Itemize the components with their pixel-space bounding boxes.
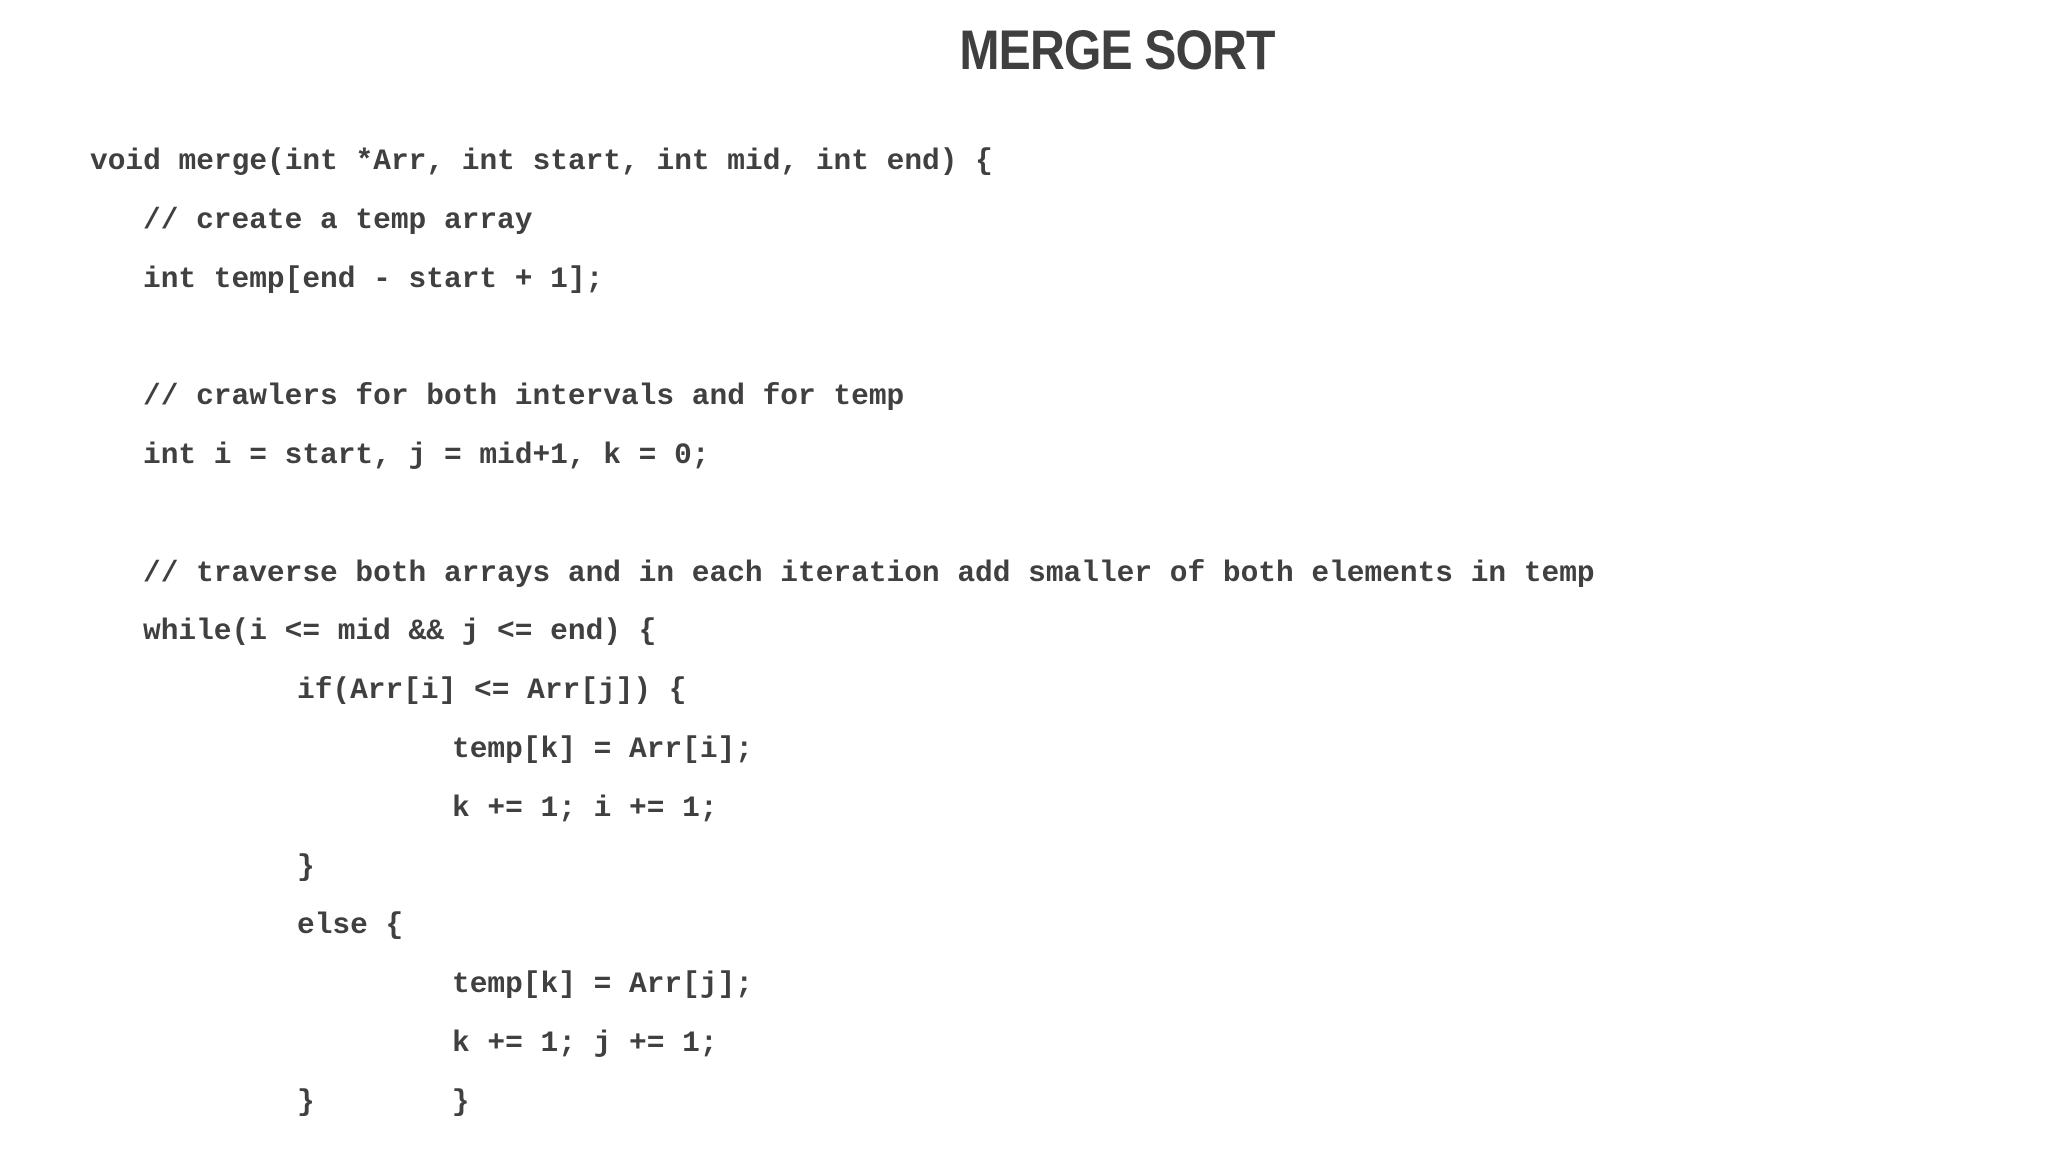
code-line: // crawlers for both intervals and for temp xyxy=(143,379,905,414)
slide-title: MERGE SORT xyxy=(959,18,1275,81)
code-line-blank xyxy=(90,308,1990,367)
closing-brace-inner: } xyxy=(297,1084,315,1119)
code-line: } xyxy=(297,849,315,884)
code-line: temp[k] = Arr[i]; xyxy=(452,731,753,766)
code-line: while(i <= mid && j <= end) { xyxy=(143,614,657,649)
code-block xyxy=(90,132,1990,1132)
code-line: void merge(int *Arr, int start, int mid, int end) { xyxy=(90,144,993,178)
closing-brace-outer: } xyxy=(451,1084,470,1119)
code-line: k += 1; i += 1; xyxy=(452,790,718,825)
code-line: k += 1; j += 1; xyxy=(452,1025,718,1060)
code-line: if(Arr[i] <= Arr[j]) { xyxy=(297,673,687,708)
code-line: // traverse both arrays and in each iteration add smaller of both elements in temp xyxy=(143,555,1595,590)
code-line: else { xyxy=(297,908,404,943)
code-line: int i = start, j = mid+1, k = 0; xyxy=(143,437,710,472)
code-line: int temp[end - start + 1]; xyxy=(143,261,604,296)
code-line-blank xyxy=(90,485,1990,544)
code-line-closing-braces xyxy=(90,1073,1990,1132)
code-line: // create a temp array xyxy=(143,202,533,237)
code-line: temp[k] = Arr[j]; xyxy=(452,967,753,1002)
